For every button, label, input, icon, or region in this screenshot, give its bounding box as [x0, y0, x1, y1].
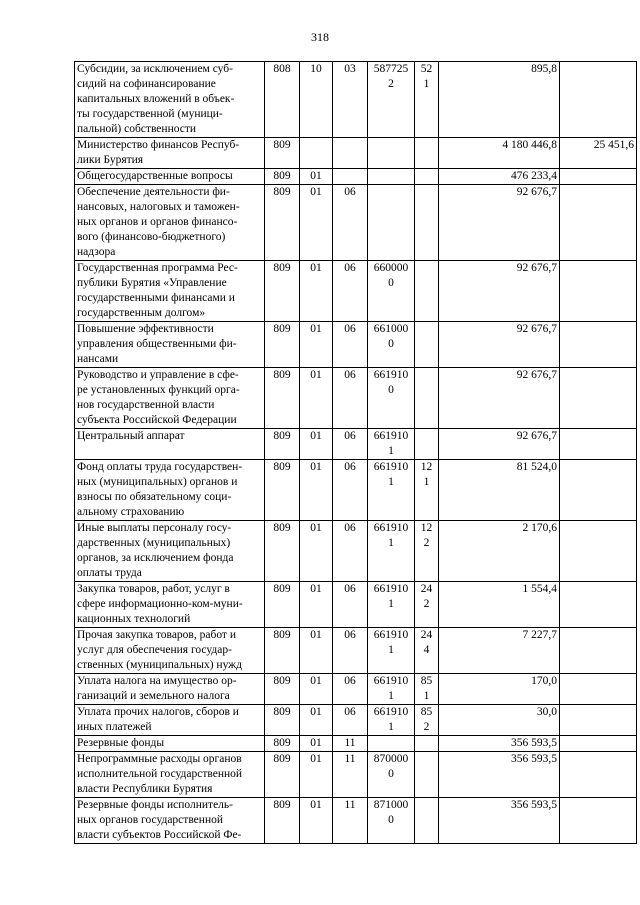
row-amount-cell: 356 593,5	[439, 798, 560, 844]
row-expense-type-cell: 24 4	[415, 628, 439, 674]
row-subsection-cell: 06	[333, 521, 368, 582]
row-ved-cell: 809	[265, 628, 300, 674]
row-ved-cell: 809	[265, 752, 300, 798]
budget-table-body	[75, 62, 637, 844]
row-expense-type-cell	[415, 261, 439, 322]
row-name-cell: Обеспечение деятельности фи- нансовых, налоговых и таможен- ных органов и органов финансо- вого (финансово-бюджетного) надзора	[75, 185, 265, 261]
row-ved-cell: 809	[265, 169, 300, 185]
row-subsection-cell	[333, 169, 368, 185]
row-ved-cell: 809	[265, 185, 300, 261]
row-amount-cell: 170,0	[439, 674, 560, 705]
row-section-cell: 01	[300, 261, 333, 322]
row-amount-subvention-cell	[560, 460, 637, 521]
row-target-article-cell	[368, 736, 415, 752]
row-ved-cell: 809	[265, 674, 300, 705]
row-section-cell: 10	[300, 62, 333, 138]
row-target-article-cell: 661910 0	[368, 368, 415, 429]
table-row	[75, 261, 637, 322]
row-ved-cell: 809	[265, 582, 300, 628]
row-name-cell: Резервные фонды исполнитель- ных органов государственной власти субъектов Российской Фе-	[75, 798, 265, 844]
row-subsection-cell: 06	[333, 322, 368, 368]
table-row	[75, 798, 637, 844]
row-amount-subvention-cell: 25 451,6	[560, 138, 637, 169]
row-expense-type-cell	[415, 185, 439, 261]
row-section-cell: 01	[300, 322, 333, 368]
row-target-article-cell: 660000 0	[368, 261, 415, 322]
row-amount-subvention-cell	[560, 752, 637, 798]
row-name-cell: Субсидии, за исключением суб- сидий на софинансирование капитальных вложений в объек- ты государственной (муници- пальной) собственности	[75, 62, 265, 138]
row-target-article-cell: 661910 1	[368, 674, 415, 705]
row-subsection-cell: 06	[333, 429, 368, 460]
row-ved-cell: 809	[265, 261, 300, 322]
row-amount-cell: 1 554,4	[439, 582, 560, 628]
row-target-article-cell: 661000 0	[368, 322, 415, 368]
row-name-cell: Фонд оплаты труда государствен- ных (муниципальных) органов и взносы по обязательному соци- альному страхованию	[75, 460, 265, 521]
row-subsection-cell: 06	[333, 705, 368, 736]
row-amount-cell: 895,8	[439, 62, 560, 138]
row-amount-subvention-cell	[560, 261, 637, 322]
row-amount-subvention-cell	[560, 582, 637, 628]
table-row	[75, 185, 637, 261]
row-subsection-cell: 06	[333, 368, 368, 429]
table-row	[75, 322, 637, 368]
row-name-cell: Закупка товаров, работ, услуг в сфере информационно-ком-муни- кационных технологий	[75, 582, 265, 628]
row-expense-type-cell: 85 2	[415, 705, 439, 736]
row-amount-cell: 476 233,4	[439, 169, 560, 185]
table-row	[75, 628, 637, 674]
row-target-article-cell: 587725 2	[368, 62, 415, 138]
row-section-cell: 01	[300, 674, 333, 705]
row-ved-cell: 809	[265, 429, 300, 460]
row-amount-subvention-cell	[560, 628, 637, 674]
table-row	[75, 460, 637, 521]
row-amount-subvention-cell	[560, 368, 637, 429]
page-number: 318	[311, 30, 329, 44]
row-target-article-cell: 661910 1	[368, 460, 415, 521]
row-expense-type-cell: 24 2	[415, 582, 439, 628]
row-subsection-cell: 06	[333, 185, 368, 261]
row-amount-cell: 92 676,7	[439, 429, 560, 460]
row-expense-type-cell	[415, 798, 439, 844]
row-section-cell: 01	[300, 752, 333, 798]
row-section-cell: 01	[300, 798, 333, 844]
row-amount-subvention-cell	[560, 521, 637, 582]
row-section-cell: 01	[300, 429, 333, 460]
row-amount-subvention-cell	[560, 62, 637, 138]
row-target-article-cell: 661910 1	[368, 628, 415, 674]
row-name-cell: Повышение эффективности управления общественными фи- нансами	[75, 322, 265, 368]
row-subsection-cell: 06	[333, 261, 368, 322]
row-name-cell: Министерство финансов Респуб- лики Бурятия	[75, 138, 265, 169]
row-subsection-cell: 11	[333, 798, 368, 844]
table-row	[75, 368, 637, 429]
row-name-cell: Уплата прочих налогов, сборов и иных платежей	[75, 705, 265, 736]
row-amount-subvention-cell	[560, 736, 637, 752]
row-target-article-cell: 661910 1	[368, 705, 415, 736]
row-subsection-cell: 06	[333, 628, 368, 674]
row-target-article-cell	[368, 185, 415, 261]
row-amount-cell: 356 593,5	[439, 736, 560, 752]
row-amount-subvention-cell	[560, 185, 637, 261]
budget-table	[74, 61, 637, 844]
row-expense-type-cell	[415, 429, 439, 460]
row-ved-cell: 809	[265, 705, 300, 736]
row-section-cell: 01	[300, 582, 333, 628]
row-expense-type-cell: 12 1	[415, 460, 439, 521]
row-target-article-cell: 661910 1	[368, 521, 415, 582]
row-name-cell: Руководство и управление в сфе- ре установленных функций орга- нов государственной власти субъекта Российской Федерации	[75, 368, 265, 429]
row-amount-subvention-cell	[560, 705, 637, 736]
row-subsection-cell: 06	[333, 460, 368, 521]
row-subsection-cell: 03	[333, 62, 368, 138]
row-subsection-cell: 06	[333, 582, 368, 628]
row-amount-cell: 2 170,6	[439, 521, 560, 582]
row-amount-cell: 7 227,7	[439, 628, 560, 674]
table-row	[75, 429, 637, 460]
row-expense-type-cell: 12 2	[415, 521, 439, 582]
table-row	[75, 752, 637, 798]
row-section-cell	[300, 138, 333, 169]
row-section-cell: 01	[300, 185, 333, 261]
row-expense-type-cell	[415, 322, 439, 368]
row-section-cell: 01	[300, 460, 333, 521]
row-ved-cell: 809	[265, 521, 300, 582]
row-amount-subvention-cell	[560, 798, 637, 844]
table-row	[75, 705, 637, 736]
row-target-article-cell: 661910 1	[368, 582, 415, 628]
row-section-cell: 01	[300, 521, 333, 582]
row-target-article-cell: 661910 1	[368, 429, 415, 460]
row-ved-cell: 809	[265, 322, 300, 368]
row-target-article-cell	[368, 138, 415, 169]
row-section-cell: 01	[300, 628, 333, 674]
row-name-cell: Уплата налога на имущество ор- ганизаций и земельного налога	[75, 674, 265, 705]
row-expense-type-cell	[415, 138, 439, 169]
table-row	[75, 138, 637, 169]
row-expense-type-cell: 52 1	[415, 62, 439, 138]
row-name-cell: Резервные фонды	[75, 736, 265, 752]
row-section-cell: 01	[300, 368, 333, 429]
row-expense-type-cell: 85 1	[415, 674, 439, 705]
row-name-cell: Иные выплаты персоналу госу- дарственных (муниципальных) органов, за исключением фонда оплаты труда	[75, 521, 265, 582]
table-row	[75, 521, 637, 582]
row-ved-cell: 809	[265, 798, 300, 844]
row-amount-cell: 92 676,7	[439, 261, 560, 322]
row-amount-cell: 356 593,5	[439, 752, 560, 798]
row-subsection-cell: 11	[333, 736, 368, 752]
row-name-cell: Непрограммные расходы органов исполнительной государственной власти Республики Бурятия	[75, 752, 265, 798]
table-row	[75, 582, 637, 628]
table-row	[75, 674, 637, 705]
row-ved-cell: 808	[265, 62, 300, 138]
row-name-cell: Государственная программа Рес- публики Бурятия «Управление государственными финансами и государственным долгом»	[75, 261, 265, 322]
row-target-article-cell: 871000 0	[368, 798, 415, 844]
row-expense-type-cell	[415, 752, 439, 798]
row-expense-type-cell	[415, 736, 439, 752]
row-name-cell: Центральный аппарат	[75, 429, 265, 460]
row-amount-cell: 92 676,7	[439, 185, 560, 261]
row-amount-subvention-cell	[560, 322, 637, 368]
row-expense-type-cell	[415, 169, 439, 185]
row-subsection-cell: 06	[333, 674, 368, 705]
row-section-cell: 01	[300, 169, 333, 185]
table-row	[75, 736, 637, 752]
row-name-cell: Прочая закупка товаров, работ и услуг для обеспечения государ- ственных (муниципальных) нужд	[75, 628, 265, 674]
row-target-article-cell: 870000 0	[368, 752, 415, 798]
row-amount-subvention-cell	[560, 169, 637, 185]
table-row	[75, 169, 637, 185]
row-amount-cell: 30,0	[439, 705, 560, 736]
row-name-cell: Общегосударственные вопросы	[75, 169, 265, 185]
row-ved-cell: 809	[265, 138, 300, 169]
row-amount-cell: 4 180 446,8	[439, 138, 560, 169]
row-section-cell: 01	[300, 705, 333, 736]
row-amount-cell: 81 524,0	[439, 460, 560, 521]
row-amount-cell: 92 676,7	[439, 368, 560, 429]
table-row	[75, 62, 637, 138]
row-amount-subvention-cell	[560, 429, 637, 460]
row-amount-subvention-cell	[560, 674, 637, 705]
row-ved-cell: 809	[265, 460, 300, 521]
row-section-cell: 01	[300, 736, 333, 752]
row-ved-cell: 809	[265, 368, 300, 429]
row-ved-cell: 809	[265, 736, 300, 752]
row-target-article-cell	[368, 169, 415, 185]
row-subsection-cell	[333, 138, 368, 169]
row-amount-cell: 92 676,7	[439, 322, 560, 368]
row-expense-type-cell	[415, 368, 439, 429]
row-subsection-cell: 11	[333, 752, 368, 798]
